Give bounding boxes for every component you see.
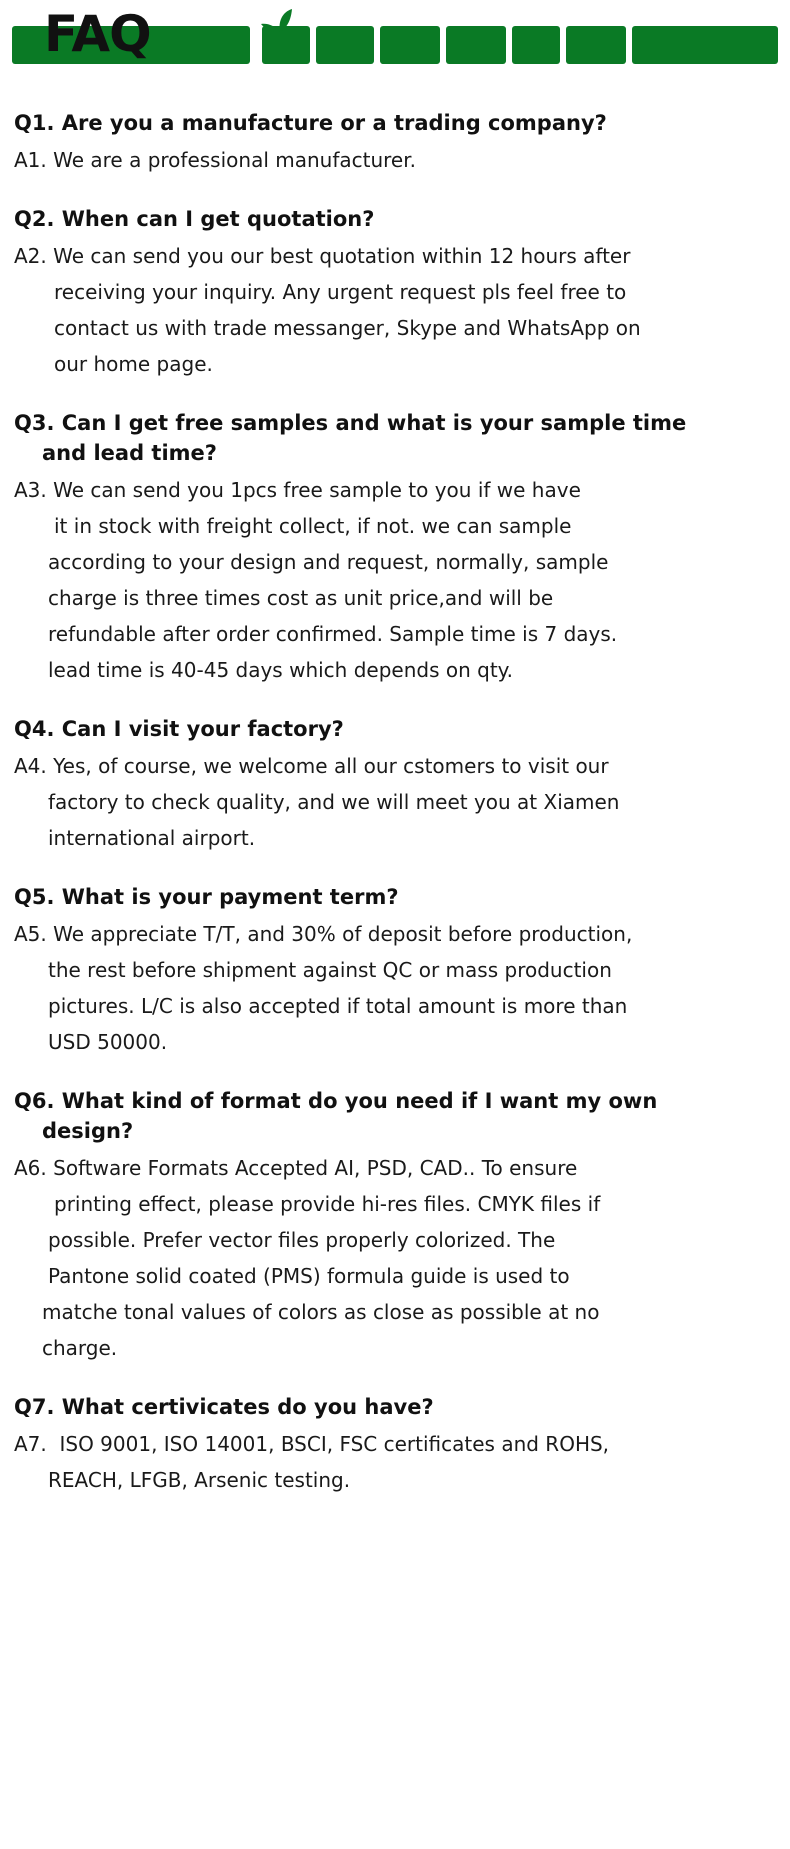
faq-answer: [12, 748, 778, 856]
faq-answer-line: A3. We can send you 1pcs free sample to you if we have: [14, 478, 581, 502]
leaf-icon: [258, 8, 304, 32]
faq-question: [12, 108, 778, 138]
faq-item: [12, 204, 778, 382]
faq-answer-line: our home page.: [54, 352, 213, 376]
faq-answer-line: Pantone solid coated (PMS) formula guide is used to: [48, 1264, 570, 1288]
bamboo-segment: [380, 26, 440, 64]
faq-question-line: Q6. What kind of format do you need if I want my own: [14, 1089, 658, 1113]
faq-question: [12, 204, 778, 234]
faq-question-line: Q5. What is your payment term?: [14, 885, 399, 909]
faq-answer-line: A6. Software Formats Accepted AI, PSD, CAD.. To ensure: [14, 1156, 578, 1180]
faq-answer-line: A5. We appreciate T/T, and 30% of deposit before production,: [14, 922, 633, 946]
bamboo-segment: [316, 26, 374, 64]
faq-answer-line: lead time is 40-45 days which depends on qty.: [48, 658, 513, 682]
bamboo-segment: [512, 26, 560, 64]
faq-answer-line: receiving your inquiry. Any urgent request pls feel free to: [54, 280, 627, 304]
faq-answer-line: charge.: [42, 1336, 118, 1360]
faq-answer-line: REACH, LFGB, Arsenic testing.: [48, 1468, 351, 1492]
faq-answer: [12, 916, 778, 1060]
page-title: FAQ: [44, 5, 151, 63]
faq-answer: [12, 1426, 778, 1498]
faq-question-line: Q2. When can I get quotation?: [14, 207, 375, 231]
faq-answer-line: it in stock with freight collect, if not. we can sample: [54, 514, 572, 538]
faq-list: [12, 108, 778, 1498]
faq-item: [12, 108, 778, 178]
faq-answer-line: according to your design and request, normally, sample: [48, 550, 609, 574]
faq-item: [12, 408, 778, 688]
faq-question-line: and lead time?: [42, 441, 217, 465]
faq-question-line: Q3. Can I get free samples and what is your sample time: [14, 411, 687, 435]
faq-answer-line: possible. Prefer vector files properly colorized. The: [48, 1228, 556, 1252]
faq-answer-line: refundable after order confirmed. Sample time is 7 days.: [48, 622, 618, 646]
faq-question: [12, 408, 778, 468]
faq-question: [12, 882, 778, 912]
bamboo-segment: [632, 26, 778, 64]
faq-answer: [12, 472, 778, 688]
faq-item: [12, 1392, 778, 1498]
faq-answer-line: A1. We are a professional manufacturer.: [14, 148, 416, 172]
faq-question-line: Q1. Are you a manufacture or a trading company?: [14, 111, 607, 135]
faq-answer-line: USD 50000.: [48, 1030, 168, 1054]
faq-item: [12, 714, 778, 856]
faq-item: [12, 882, 778, 1060]
faq-question: [12, 714, 778, 744]
faq-item: [12, 1086, 778, 1366]
faq-answer-line: printing effect, please provide hi-res files. CMYK files if: [54, 1192, 601, 1216]
faq-answer-line: pictures. L/C is also accepted if total amount is more than: [48, 994, 628, 1018]
faq-answer-line: international airport.: [48, 826, 256, 850]
bamboo-segment: [446, 26, 506, 64]
faq-answer: [12, 238, 778, 382]
faq-answer-line: matche tonal values of colors as close as possible at no: [42, 1300, 600, 1324]
faq-question: [12, 1392, 778, 1422]
faq-answer: [12, 142, 778, 178]
faq-answer-line: factory to check quality, and we will meet you at Xiamen: [48, 790, 620, 814]
faq-header-banner: [12, 5, 778, 70]
bamboo-segment: [566, 26, 626, 64]
faq-question-line: design?: [42, 1119, 134, 1143]
faq-answer-line: the rest before shipment against QC or mass production: [48, 958, 612, 982]
faq-answer-line: charge is three times cost as unit price,and will be: [48, 586, 554, 610]
faq-answer: [12, 1150, 778, 1366]
faq-answer-line: A7. ISO 9001, ISO 14001, BSCI, FSC certificates and ROHS,: [14, 1432, 610, 1456]
faq-page: [0, 5, 790, 1849]
faq-answer-line: contact us with trade messanger, Skype and WhatsApp on: [54, 316, 641, 340]
faq-question: [12, 1086, 778, 1146]
faq-answer-line: A4. Yes, of course, we welcome all our cstomers to visit our: [14, 754, 609, 778]
faq-answer-line: A2. We can send you our best quotation within 12 hours after: [14, 244, 631, 268]
faq-question-line: Q4. Can I visit your factory?: [14, 717, 344, 741]
faq-question-line: Q7. What certivicates do you have?: [14, 1395, 434, 1419]
